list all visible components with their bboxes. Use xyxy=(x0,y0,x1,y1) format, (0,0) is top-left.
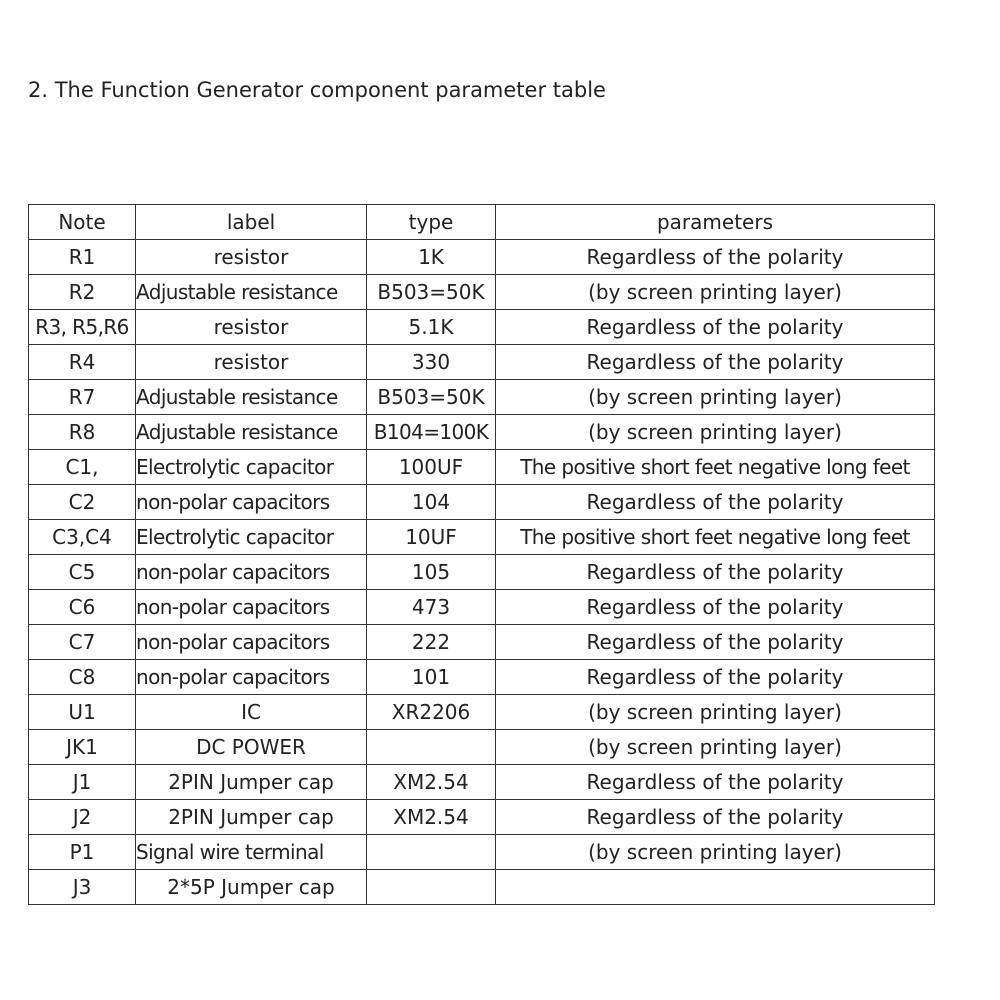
type-cell: XM2.54 xyxy=(367,800,496,835)
table-row xyxy=(29,240,935,275)
label-cell: 2*5P Jumper cap xyxy=(136,870,367,905)
label-cell: 2PIN Jumper cap xyxy=(136,800,367,835)
note-cell: C7 xyxy=(29,625,136,660)
note-cell: C2 xyxy=(29,485,136,520)
table-row xyxy=(29,415,935,450)
type-cell: B503=50K xyxy=(367,275,496,310)
table-header-row xyxy=(29,205,935,240)
type-cell: 101 xyxy=(367,660,496,695)
parameters-cell xyxy=(496,870,935,905)
table-row xyxy=(29,555,935,590)
parameters-cell: Regardless of the polarity xyxy=(496,590,935,625)
header-type-cell: type xyxy=(367,205,496,240)
note-cell: J1 xyxy=(29,765,136,800)
label-cell: Adjustable resistance xyxy=(136,415,367,450)
label-cell: resistor xyxy=(136,345,367,380)
note-cell: U1 xyxy=(29,695,136,730)
note-cell: R3, R5,R6 xyxy=(29,310,136,345)
type-cell: B503=50K xyxy=(367,380,496,415)
parameters-cell: The positive short feet negative long feet xyxy=(496,520,935,555)
note-cell: C8 xyxy=(29,660,136,695)
table-row xyxy=(29,730,935,765)
note-cell: C6 xyxy=(29,590,136,625)
parameters-cell: (by screen printing layer) xyxy=(496,835,935,870)
table-row xyxy=(29,450,935,485)
table-row xyxy=(29,695,935,730)
table-row xyxy=(29,310,935,345)
label-cell: Electrolytic capacitor xyxy=(136,520,367,555)
table-row xyxy=(29,765,935,800)
type-cell: B104=100K xyxy=(367,415,496,450)
label-cell: non-polar capacitors xyxy=(136,590,367,625)
type-cell: 10UF xyxy=(367,520,496,555)
parameters-cell: (by screen printing layer) xyxy=(496,730,935,765)
note-cell: R1 xyxy=(29,240,136,275)
table-row xyxy=(29,520,935,555)
note-cell: J2 xyxy=(29,800,136,835)
table-row xyxy=(29,345,935,380)
note-cell: C5 xyxy=(29,555,136,590)
type-cell xyxy=(367,730,496,765)
note-cell: R2 xyxy=(29,275,136,310)
header-parameters-cell: parameters xyxy=(496,205,935,240)
header-note-cell: Note xyxy=(29,205,136,240)
note-cell: J3 xyxy=(29,870,136,905)
header-label-cell: label xyxy=(136,205,367,240)
label-cell: non-polar capacitors xyxy=(136,625,367,660)
type-cell: 100UF xyxy=(367,450,496,485)
type-cell: 1K xyxy=(367,240,496,275)
label-cell: Adjustable resistance xyxy=(136,275,367,310)
label-cell: Adjustable resistance xyxy=(136,380,367,415)
parameters-cell: Regardless of the polarity xyxy=(496,310,935,345)
parameters-cell: (by screen printing layer) xyxy=(496,380,935,415)
parameters-cell: Regardless of the polarity xyxy=(496,625,935,660)
label-cell: resistor xyxy=(136,240,367,275)
parameters-cell: Regardless of the polarity xyxy=(496,660,935,695)
label-cell: non-polar capacitors xyxy=(136,660,367,695)
parameters-cell: The positive short feet negative long feet xyxy=(496,450,935,485)
type-cell: 330 xyxy=(367,345,496,380)
label-cell: Signal wire terminal xyxy=(136,835,367,870)
label-cell: resistor xyxy=(136,310,367,345)
type-cell: 222 xyxy=(367,625,496,660)
type-cell: XR2206 xyxy=(367,695,496,730)
parameters-cell: Regardless of the polarity xyxy=(496,345,935,380)
note-cell: R7 xyxy=(29,380,136,415)
label-cell: non-polar capacitors xyxy=(136,485,367,520)
parameters-cell: Regardless of the polarity xyxy=(496,800,935,835)
table-row xyxy=(29,590,935,625)
parameters-cell: (by screen printing layer) xyxy=(496,695,935,730)
parameters-cell: Regardless of the polarity xyxy=(496,555,935,590)
type-cell: XM2.54 xyxy=(367,765,496,800)
parameters-cell: Regardless of the polarity xyxy=(496,765,935,800)
type-cell: 104 xyxy=(367,485,496,520)
table-row xyxy=(29,275,935,310)
label-cell: DC POWER xyxy=(136,730,367,765)
label-cell: Electrolytic capacitor xyxy=(136,450,367,485)
parameters-cell: Regardless of the polarity xyxy=(496,240,935,275)
label-cell: 2PIN Jumper cap xyxy=(136,765,367,800)
table-row xyxy=(29,625,935,660)
document-title: 2. The Function Generator component parameter table xyxy=(28,78,606,102)
parameters-cell: (by screen printing layer) xyxy=(496,415,935,450)
note-cell: JK1 xyxy=(29,730,136,765)
type-cell: 105 xyxy=(367,555,496,590)
table-row xyxy=(29,660,935,695)
table-row xyxy=(29,800,935,835)
table-row xyxy=(29,835,935,870)
note-cell: P1 xyxy=(29,835,136,870)
type-cell xyxy=(367,870,496,905)
table-row xyxy=(29,870,935,905)
note-cell: R8 xyxy=(29,415,136,450)
component-parameter-table xyxy=(28,204,935,905)
parameters-cell: Regardless of the polarity xyxy=(496,485,935,520)
label-cell: non-polar capacitors xyxy=(136,555,367,590)
type-cell: 473 xyxy=(367,590,496,625)
parameters-cell: (by screen printing layer) xyxy=(496,275,935,310)
note-cell: R4 xyxy=(29,345,136,380)
type-cell xyxy=(367,835,496,870)
label-cell: IC xyxy=(136,695,367,730)
note-cell: C1, xyxy=(29,450,136,485)
table-row xyxy=(29,380,935,415)
type-cell: 5.1K xyxy=(367,310,496,345)
note-cell: C3,C4 xyxy=(29,520,136,555)
table-row xyxy=(29,485,935,520)
table-body xyxy=(29,205,935,905)
